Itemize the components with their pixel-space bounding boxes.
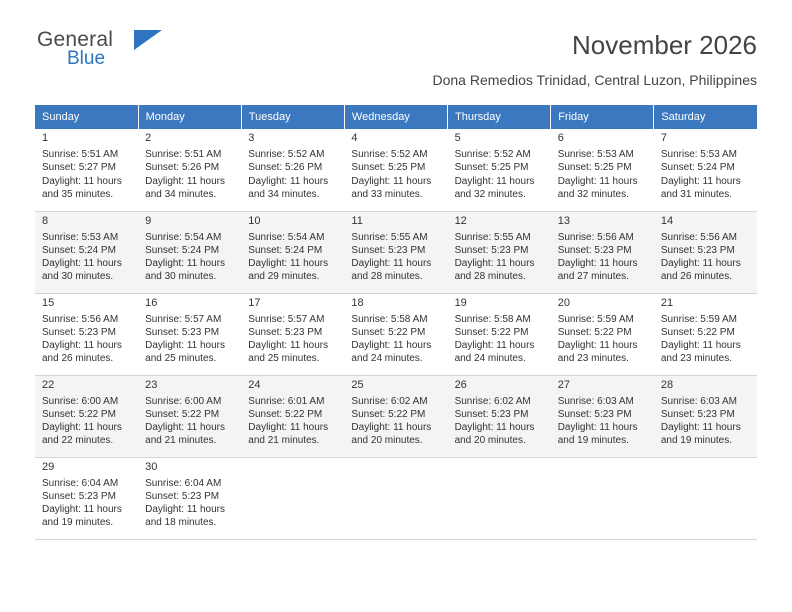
day-cell [138,211,241,293]
sunset-text: Sunset: 5:23 PM [351,244,426,256]
flag-icon [134,30,162,50]
sunrise-text: Sunrise: 5:55 AM [351,231,428,243]
daylight-text-line2: and 19 minutes. [557,435,629,447]
daylight-text-line1: Daylight: 11 hours [660,175,741,187]
day-number: 11 [351,214,363,227]
day-cell [654,293,757,375]
day-cell [35,375,138,457]
day-info [455,148,551,201]
sunset-text: Sunset: 5:23 PM [145,326,220,338]
day-info [42,477,138,530]
day-cell [448,375,551,457]
sunrise-text: Sunrise: 6:02 AM [454,395,531,407]
day-cell [551,375,654,457]
daylight-text-line1: Daylight: 11 hours [248,340,329,352]
day-info [661,148,757,201]
sunset-text: Sunset: 5:22 PM [351,326,426,338]
sunset-text: Sunset: 5:27 PM [42,162,116,174]
daylight-text-line2: and 31 minutes. [660,188,733,200]
daylight-text-line1: Daylight: 11 hours [248,258,329,270]
daylight-text-line1: Daylight: 11 hours [145,504,225,516]
weekday-header-thursday: Thursday [448,105,551,129]
day-number: 22 [42,378,55,391]
daylight-text-line1: Daylight: 11 hours [351,422,432,434]
daylight-text-line2: and 32 minutes. [557,188,629,200]
sunrise-text: Sunrise: 6:03 AM [557,395,634,407]
sunset-text: Sunset: 5:23 PM [248,326,323,338]
calendar-week-row [35,375,757,457]
sunrise-text: Sunrise: 5:52 AM [351,149,428,161]
day-cell [35,211,138,293]
daylight-text-line2: and 30 minutes. [145,271,217,283]
day-cell [344,129,447,211]
sunrise-text: Sunrise: 5:57 AM [145,313,222,325]
sunset-text: Sunset: 5:23 PM [557,244,632,256]
day-cell [551,211,654,293]
day-info [558,231,654,284]
day-number: 1 [42,132,49,144]
day-number: 10 [248,214,261,227]
day-number: 15 [42,296,55,309]
day-number: 30 [145,460,158,473]
day-info [351,231,447,284]
calendar-week-row [35,211,757,293]
daylight-text-line2: and 21 minutes. [145,435,217,447]
day-cell [138,375,241,457]
day-info [248,231,344,284]
day-cell [241,129,344,211]
day-info [351,395,447,448]
calendar-week-row [35,293,757,375]
day-number: 23 [145,378,158,391]
daylight-text-line1: Daylight: 11 hours [351,340,432,352]
sunrise-text: Sunrise: 5:53 AM [557,149,634,161]
day-number: 28 [660,378,674,391]
sunset-text: Sunset: 5:26 PM [145,162,220,174]
day-number: 18 [351,296,364,309]
daylight-text-line2: and 32 minutes. [454,188,526,200]
day-cell [241,293,344,375]
sunrise-text: Sunrise: 5:57 AM [248,313,325,325]
daylight-text-line1: Daylight: 11 hours [42,258,122,270]
daylight-text-line1: Daylight: 11 hours [660,340,741,352]
sunrise-text: Sunrise: 5:53 AM [42,231,119,243]
daylight-text-line2: and 25 minutes. [145,353,217,365]
sunrise-text: Sunrise: 5:56 AM [42,313,119,325]
daylight-text-line2: and 18 minutes. [145,517,217,529]
sunrise-text: Sunrise: 5:58 AM [454,313,531,325]
day-number: 21 [660,296,674,309]
daylight-text-line2: and 23 minutes. [557,353,629,365]
sunrise-text: Sunrise: 5:58 AM [351,313,428,325]
daylight-text-line1: Daylight: 11 hours [660,422,741,434]
daylight-text-line2: and 27 minutes. [557,271,629,283]
day-number: 9 [145,214,152,227]
sunset-text: Sunset: 5:22 PM [454,326,529,338]
page-title: November 2026 [572,30,757,60]
daylight-text-line1: Daylight: 11 hours [248,422,329,434]
sunset-text: Sunset: 5:22 PM [660,326,735,338]
daylight-text-line2: and 30 minutes. [42,271,114,283]
weekday-header-sunday: Sunday [35,105,138,129]
daylight-text-line1: Daylight: 11 hours [454,422,535,434]
sunset-text: Sunset: 5:23 PM [454,244,529,256]
day-number: 17 [248,296,261,309]
sunset-text: Sunset: 5:23 PM [454,408,529,420]
day-cell [551,293,654,375]
day-info [558,313,654,366]
sunrise-sunset-calendar [35,105,757,540]
day-info [351,313,447,366]
daylight-text-line1: Daylight: 11 hours [351,258,432,270]
sunrise-text: Sunrise: 6:02 AM [351,395,428,407]
day-cell [551,129,654,211]
sunrise-text: Sunrise: 6:00 AM [42,395,119,407]
daylight-text-line2: and 35 minutes. [42,188,114,200]
weekday-header-saturday: Saturday [654,105,757,129]
daylight-text-line2: and 20 minutes. [351,435,423,447]
day-cell-empty [551,457,654,539]
day-cell [138,129,241,211]
day-info [145,395,241,448]
day-info [42,395,138,448]
day-number: 14 [660,214,674,227]
daylight-text-line2: and 33 minutes. [351,188,423,200]
sunrise-text: Sunrise: 5:51 AM [42,149,119,161]
sunset-text: Sunset: 5:23 PM [145,490,220,502]
sunrise-text: Sunrise: 5:54 AM [248,231,325,243]
day-number: 26 [454,378,467,391]
day-info [42,313,138,366]
daylight-text-line1: Daylight: 11 hours [454,258,535,270]
sunrise-text: Sunrise: 6:04 AM [42,477,119,489]
logo-text-blue: Blue [67,48,106,69]
sunset-text: Sunset: 5:25 PM [351,162,426,174]
day-number: 13 [557,214,570,227]
sunset-text: Sunset: 5:24 PM [42,244,116,256]
daylight-text-line2: and 34 minutes. [248,188,320,200]
daylight-text-line1: Daylight: 11 hours [557,175,638,187]
daylight-text-line2: and 26 minutes. [42,353,114,365]
sunset-text: Sunset: 5:25 PM [557,162,632,174]
daylight-text-line2: and 26 minutes. [660,271,733,283]
day-cell [654,129,757,211]
calendar-week-row [35,129,757,211]
sunrise-text: Sunrise: 5:52 AM [248,149,325,161]
day-info [248,395,344,448]
day-cell [35,293,138,375]
day-number: 8 [42,214,49,227]
day-cell [448,293,551,375]
generalblue-logo [37,28,237,76]
sunrise-text: Sunrise: 5:51 AM [145,149,222,161]
daylight-text-line1: Daylight: 11 hours [42,340,122,352]
daylight-text-line2: and 19 minutes. [660,435,733,447]
day-number: 24 [248,378,261,391]
day-info [558,148,654,201]
day-cell [448,211,551,293]
day-number: 16 [145,296,158,309]
sunrise-text: Sunrise: 6:01 AM [248,395,325,407]
weekday-header-wednesday: Wednesday [344,105,447,129]
day-info [661,231,757,284]
day-info [558,395,654,448]
day-number: 2 [145,132,152,144]
day-cell [35,457,138,539]
day-cell-empty [448,457,551,539]
daylight-text-line2: and 28 minutes. [351,271,423,283]
day-number: 12 [454,214,467,227]
daylight-text-line2: and 29 minutes. [248,271,320,283]
sunset-text: Sunset: 5:23 PM [42,326,116,338]
daylight-text-line2: and 22 minutes. [42,435,114,447]
sunrise-text: Sunrise: 6:04 AM [145,477,222,489]
day-cell [241,211,344,293]
day-cell [138,293,241,375]
day-cell [241,375,344,457]
day-number: 7 [660,132,667,144]
sunset-text: Sunset: 5:24 PM [145,244,220,256]
page-header [35,0,757,88]
day-number: 19 [454,296,467,309]
daylight-text-line1: Daylight: 11 hours [557,422,638,434]
day-info [661,313,757,366]
daylight-text-line1: Daylight: 11 hours [42,504,122,516]
sunrise-text: Sunrise: 5:54 AM [145,231,222,243]
location-subtitle: Dona Remedios Trinidad, Central Luzon, Philippines [432,72,757,88]
sunrise-text: Sunrise: 6:00 AM [145,395,222,407]
sunrise-text: Sunrise: 5:56 AM [660,231,737,243]
sunrise-text: Sunrise: 5:56 AM [557,231,634,243]
sunrise-text: Sunrise: 6:03 AM [660,395,737,407]
day-cell [35,129,138,211]
sunset-text: Sunset: 5:24 PM [248,244,323,256]
day-info [42,148,138,201]
calendar-week-row [35,457,757,539]
sunset-text: Sunset: 5:26 PM [248,162,323,174]
daylight-text-line2: and 23 minutes. [660,353,733,365]
logo-text-general: General [37,28,114,51]
daylight-text-line1: Daylight: 11 hours [145,340,225,352]
day-number: 5 [454,132,461,144]
daylight-text-line2: and 34 minutes. [145,188,217,200]
weekday-header-tuesday: Tuesday [241,105,344,129]
daylight-text-line1: Daylight: 11 hours [42,175,122,187]
sunset-text: Sunset: 5:22 PM [42,408,116,420]
weekday-header-row [35,105,757,129]
day-number: 20 [557,296,570,309]
day-info [248,313,344,366]
day-cell-empty [654,457,757,539]
day-info [455,395,551,448]
day-cell [654,375,757,457]
day-info [351,148,447,201]
day-number: 6 [557,132,564,144]
sunset-text: Sunset: 5:22 PM [248,408,323,420]
day-number: 25 [351,378,364,391]
daylight-text-line2: and 19 minutes. [42,517,114,529]
daylight-text-line2: and 24 minutes. [351,353,423,365]
weekday-header-monday: Monday [138,105,241,129]
daylight-text-line1: Daylight: 11 hours [145,422,225,434]
day-number: 3 [248,132,255,144]
day-info [145,148,241,201]
day-info [248,148,344,201]
sunset-text: Sunset: 5:23 PM [557,408,632,420]
daylight-text-line2: and 21 minutes. [248,435,320,447]
daylight-text-line1: Daylight: 11 hours [145,258,225,270]
sunset-text: Sunset: 5:22 PM [351,408,426,420]
day-info [661,395,757,448]
sunrise-text: Sunrise: 5:53 AM [660,149,737,161]
sunset-text: Sunset: 5:23 PM [42,490,116,502]
day-number: 27 [557,378,570,391]
daylight-text-line2: and 20 minutes. [454,435,526,447]
day-cell [344,211,447,293]
daylight-text-line2: and 25 minutes. [248,353,320,365]
sunset-text: Sunset: 5:23 PM [660,408,735,420]
day-info [42,231,138,284]
sunrise-text: Sunrise: 5:59 AM [557,313,634,325]
sunset-text: Sunset: 5:22 PM [557,326,632,338]
sunset-text: Sunset: 5:23 PM [660,244,735,256]
daylight-text-line2: and 28 minutes. [454,271,526,283]
sunset-text: Sunset: 5:22 PM [145,408,220,420]
daylight-text-line2: and 24 minutes. [454,353,526,365]
sunrise-text: Sunrise: 5:55 AM [454,231,531,243]
day-info [145,477,241,530]
daylight-text-line1: Daylight: 11 hours [351,175,432,187]
daylight-text-line1: Daylight: 11 hours [145,175,225,187]
daylight-text-line1: Daylight: 11 hours [248,175,329,187]
daylight-text-line1: Daylight: 11 hours [42,422,122,434]
day-cell [344,375,447,457]
day-info [145,313,241,366]
day-cell [448,129,551,211]
daylight-text-line1: Daylight: 11 hours [557,258,638,270]
day-cell [138,457,241,539]
day-number: 29 [42,460,55,473]
sunrise-text: Sunrise: 5:52 AM [454,149,531,161]
sunset-text: Sunset: 5:24 PM [660,162,735,174]
daylight-text-line1: Daylight: 11 hours [557,340,638,352]
weekday-header-friday: Friday [551,105,654,129]
daylight-text-line1: Daylight: 11 hours [660,258,741,270]
day-number: 4 [351,132,358,144]
sunset-text: Sunset: 5:25 PM [454,162,529,174]
daylight-text-line1: Daylight: 11 hours [454,340,535,352]
day-cell [344,293,447,375]
day-info [455,313,551,366]
day-info [455,231,551,284]
day-info [145,231,241,284]
daylight-text-line1: Daylight: 11 hours [454,175,535,187]
day-cell [654,211,757,293]
day-cell-empty [344,457,447,539]
sunrise-text: Sunrise: 5:59 AM [660,313,737,325]
day-cell-empty [241,457,344,539]
